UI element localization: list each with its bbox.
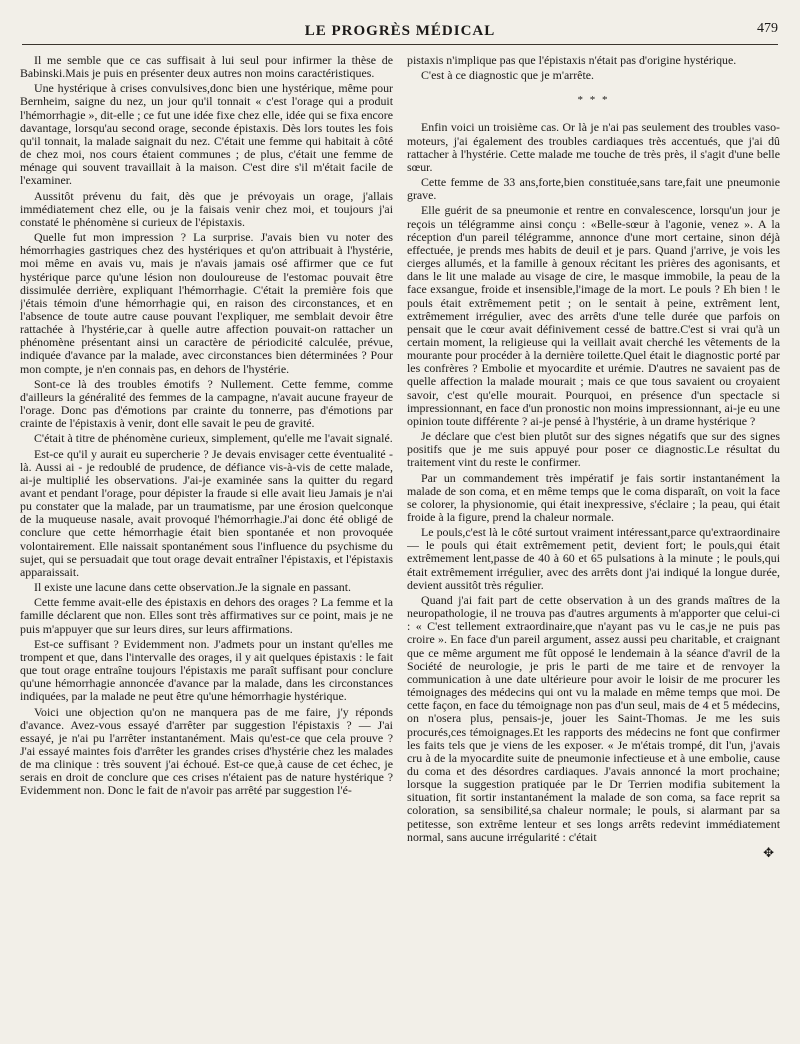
- end-ornament-icon: ✥: [763, 844, 774, 860]
- paragraph: Quelle fut mon impression ? La surprise. J'avais bien vu noter des hémorrhagies gastriques chez des hystériques et qu'on attribuait à l'hystérie, moi même en avais vu, mais je n'avais jamais osé affirmer que ce fut hystérique parce qu'une lésion non douloureuse de l'estomac pouvait être dissimulée derrière, expliquant l'hémorrhagie. C'était la première fois que j'étais témoin d'une hémorrhagie qui, en raison des circonstances, et en l'absence de toute autre cause pouvant l'expliquer, me semblait devoir être rattachée à l'hystérie,car à quelle autre affection pouvait-on rattacher un phénomène présentant ainsi un caractère de périodicité calculée, prévue, indiquée d'avance par la malade, avec circonstances bien déterminées ? Pour mon compte, je n'en connais pas, en dehors de l'hystérie.: [20, 230, 393, 376]
- paragraph: Est-ce qu'il y aurait eu supercherie ? Je devais envisager cette éventualité - là. Aussi ai - je redoublé de prudence, de défiance vis-à-vis de cette malade, ai-je multiplié les observations. J'ai-je examinée sans la quitter du regard avant et pendant l'orage, pour dépister la fraude si elle avait lieu Jamais je n'ai pu constater que la malade, par un traumatisme, par une érosion quelconque de la muqueuse nasale, avait provoqué l'hémorrhagie.J'ai donc été obligé de conclure que cette hémorrhagie était bien spontanée et non provoquée volontairement. Elle naissait spontanément sous l'influence du psychisme du sujet, qui se persuadait que tout orage devait entraîner l'épistaxis, et l'épistaxis apparaissait.: [20, 446, 393, 579]
- paragraph: Est-ce suffisant ? Evidemment non. J'admets pour un instant qu'elles me trompent et que, dans l'intervalle des orages, il y ait quelques épistaxis : le fait que tout orage entraîne toujours l'épistaxis me paraît suffisant pour conclure qu'une hémorrhagie annoncée d'avance par la malade, dans les circonstances indiquées, par la malade ne peut être qu'une hémorrhagie hystérique.: [20, 636, 393, 704]
- paragraph: Enfin voici un troisième cas. Or là je n'ai pas seulement des troubles vaso-moteurs, j'ai également des troubles cardiaques très accentués, que j'ai dû rattacher à l'hystérie. Cette malade me touche de très près, il s'agit d'une belle sœur.: [407, 120, 780, 174]
- paragraph: Le pouls,c'est là le côté surtout vraiment intéressant,parce qu'extraordinaire — le pouls qui était extrêmement petit, devient fort; le pouls,qui était extrêmement lent,passe de 40 à 60 et 65 pulsations à la minute ; le pouls,qui était extrêmement irrégulier, avec des arrêts dont j'ai indiqué la longue durée, devient aussitôt très régulier.: [407, 525, 780, 592]
- paragraph: Sont-ce là des troubles émotifs ? Nullement. Cette femme, comme d'ailleurs la généralité des femmes de la campagne, n'avait aucune frayeur de l'orage. Donc pas d'émotions par crainte du tonnerre, pas d'émotions par crainte de l'épistaxis à venir, dont elle savait le peu de gravité.: [20, 376, 393, 431]
- paragraph: Cette femme de 33 ans,forte,bien constituée,sans tare,fait une pneumonie grave.: [407, 175, 780, 203]
- page-number: 479: [757, 21, 778, 36]
- paragraph: C'était à titre de phénomène curieux, simplement, qu'elle me l'avait signalé.: [34, 431, 393, 446]
- text-columns: [20, 54, 780, 1030]
- paragraph: Elle guérit de sa pneumonie et rentre en convalescence, lorsqu'un jour je reçois un télégramme ainsi conçu : «Belle-sœur à l'agonie, venez ». A la réception d'un pareil télégramme, annonce d'une mort certaine, sinon déjà effectuée, je prends mes habits de deuil et je pars. Quand j'arrive, je vois les cierges allumés, et la famille à genoux récitant les prières des agonisants, et dans le lit une malade au visage de cire, le masque immobile, la peau de la face exsangue, froide et insensible,l'image de la mort. Le pouls ? Eh bien ! le pouls était extrêmement petit ; on le sentait à peine, extrêment lent, extrêmement irrégulier, avec des arrêts d'une telle durée que parfois on pensait que le cœur avait définivement cessé de battre.C'est si vrai qu'à un certain moment, la religieuse qui la veillait avait cherché les vêtements de la mourante pour procéder à la dernière toilette.Quel était le diagnostic porté par les confrères ? Embolie et myocardite et urémie. D'autres ne savaient pas de quelle affection la malade mourait ; mais ce que tous savaient ou croyaient savoir, c'est qu'elle mourait. Pourquoi, en présence d'un spectacle si impressionnant, en face d'un pronostic non moins impressionnant, ai-je eu une opinion toute différente ? ai-je pensé à l'hystérie, à un drame hystérique ?: [407, 203, 780, 428]
- paragraph: Une hystérique à crises convulsives,donc bien une hystérique, même pour Bernheim, saigne du nez, un jour qu'il tonnait « c'est l'orage qui a produit l'hémorrhagie », dit-elle ; ce fut une idée fixe chez elle, idée qui se fixa encore davantage, lorsqu'au second orage, seconde épistaxis. Dès lors toutes les fois qu'il tonnait, la malade saignait du nez. C'était une femme qui habitait à côté de chez moi, nos cours étaient communes ; de plus, c'était une femme de ménage qui souvent travaillait à la maison. C'est dire s'il m'était facile de l'examiner.: [20, 81, 393, 188]
- left-column: [20, 54, 393, 1030]
- paragraph: Aussitôt prévenu du fait, dès que je prévoyais un orage, j'allais immédiatement chez elle, ou je la faisais venir chez moi, et toujours j'ai constaté le phénomène si curieux de l'épistaxis.: [20, 188, 393, 229]
- paragraph: C'est à ce diagnostic que je m'arrête.: [421, 68, 594, 83]
- section-break: * * *: [577, 94, 610, 107]
- paragraph: Voici une objection qu'on ne manquera pas de me faire, j'y réponds d'avance. Avez-vous essayé d'arrêter par suggestion l'épistaxis ? — J'ai essayé, je n'ai pu l'arrêter instantanément. Mais qu'est-ce que cela prouve ? J'ai essayé maintes fois d'arrêter les grandes crises d'hystérie chez les malades de ma clinique : très souvent j'ai échoué. Est-ce que,à cause de cet échec, je serais en droit de conclure que ces crises n'étaient pas de nature hystérique ? Evidemment non. Donc le fait de n'avoir pas arrêté par suggestion l'é-: [20, 704, 393, 798]
- page-header: [22, 18, 778, 45]
- right-column: [407, 54, 780, 1030]
- paragraph: pistaxis n'implique pas que l'épistaxis n'était pas d'origine hystérique.: [407, 54, 737, 67]
- paragraph: Il me semble que ce cas suffisait à lui seul pour infirmer la thèse de Babinski.Mais je puis en présenter deux autres non moins caractéristiques.: [20, 54, 393, 81]
- paragraph: Je déclare que c'est bien plutôt sur des signes négatifs que sur des signes positifs que je me suis appuyé pour poser ce diagnostic.Le résultat du traitement vint du reste le confirmer.: [407, 429, 780, 470]
- paragraph: Il existe une lacune dans cette observation.Je la signale en passant.: [34, 580, 351, 595]
- paragraph: Cette femme avait-elle des épistaxis en dehors des orages ? La femme et la famille déclarent que non. Elles sont très affirmatives sur ce point, mais je ne puis m'appuyer que sur leurs dires, sur leurs affirmations.: [20, 595, 393, 636]
- journal-title: LE PROGRÈS MÉDICAL: [304, 22, 496, 39]
- paragraph: Quand j'ai fait part de cette observation à un des grands maîtres de la neuropathologie, il ne trouva pas d'autres arguments à m'apporter que celui-ci : « C'est tellement extraordinaire,que n'ayant pas vu le cas,je ne puis pas croire ». En face d'un pareil argument, assez aussi peu charitable, et craignant que ce même argument me fût opposé le lendemain à la séance d'avril de la Société de neurologie, je pris le parti de me taire et de renvoyer la communication à une date ultérieure pour avoir le loisir de me procurer les témoignages des médecins qui ont vu la malade en même temps que moi. De cette façon, en face du témoignage non pas d'un seul, mais de 4 et 5 médecins, on n'osera plus, pensais-je, jouer les Saint-Thomas. Je me les suis procurés,ces témoignages.Et les rapports des médecins ne font que confirmer les faits tels que je viens de les exposer. « Je m'étais trompé, dit l'un, j'avais cru à de la myocardite suite de pneumonie infectieuse et à une embolie, cause du coma et des désordres cardiaques. J'avais annoncé la mort prochaine; lorsque la suggestion pratiquée par le Dr Terrien modifia subitement la situation, fit sortir instantanément la malade de son coma, sa face reprit sa coloration, sa sensibilité,sa chaleur normale; le pouls, si alarmant par sa petitesse, son extrême lenteur et ses longs arrêts redevint immédiatement normal, sans aucune irrégularité : c'était: [407, 592, 780, 844]
- paragraph: Par un commandement très impératif je fais sortir instantanément la malade de son coma, et en même temps que le coma disparaît, on voit la face se colorer, la physionomie, qui était inexpressive, s'éclaire ; la peau, qui était froide à la figure, prend la chaleur normale.: [407, 470, 780, 524]
